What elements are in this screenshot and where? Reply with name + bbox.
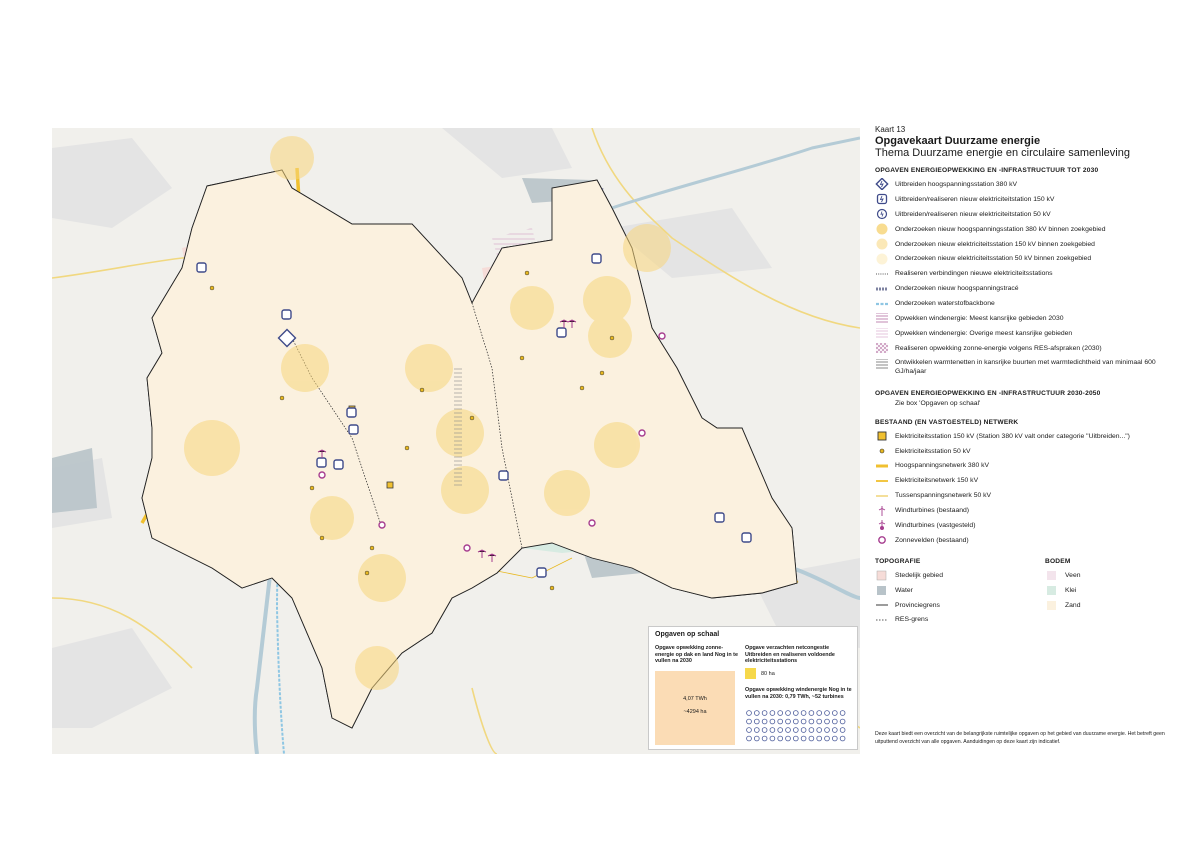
hoogspanningstrace-icon [875,283,889,295]
turbine-dot [793,736,798,741]
legend-item [875,326,1175,341]
turbine-dot [786,736,791,741]
turbine-dot [840,711,845,716]
turbine-dot [747,711,752,716]
turbine-dot [825,719,830,724]
legend-label: Hoogspanningsnetwerk 380 kV [895,462,990,470]
legend-label: Zonnevelden (bestaand) [895,536,969,544]
turbine-dot [747,736,752,741]
stedelijk-swatch [875,569,889,581]
turbine-dot [762,728,767,733]
turbine-dot [809,728,814,733]
legend-label: RES-grens [895,616,929,624]
legend-label: Veen [1065,571,1081,579]
legend-label: Uitbreiden hoogspanningsstation 380 kV [895,180,1018,188]
legend-item [875,503,1175,518]
legend-item [875,251,1175,266]
legend-item [875,518,1175,533]
zand-swatch [1045,599,1059,611]
box-right-label: Opgave verzachten netcongestie Uitbreiden en realiseren voldoende elektriciteitsstations [745,645,835,665]
turbine-dot [809,719,814,724]
veen-swatch [1045,569,1059,581]
legend-item [875,237,1175,252]
section2-note: Zie box 'Opgaven op schaal' [895,399,981,407]
map-subtitle: Thema Duurzame energie en circulaire samenleving [875,147,1130,159]
turbine-dot [832,711,837,716]
station-50-icon [875,208,889,220]
water-swatch [875,584,889,596]
legend-label: Klei [1065,586,1077,594]
warmtenet-icon [875,358,889,370]
legend-item [875,311,1175,326]
legend-item [875,429,1175,444]
station-380-icon [875,178,889,190]
legend [875,125,1175,627]
box-left-label: Opgave opwekking zonne-energie op dak en land Nog in te vullen na 2030 [655,645,738,665]
zonne-energie-area-square [655,671,735,745]
net-50-icon [875,490,889,502]
net-380-icon [875,460,889,472]
legend-label: Water [895,586,913,594]
legend-label: Uitbreiden/realiseren nieuw elektriciteitstation 50 kV [895,210,1051,218]
station-150-icon [875,193,889,205]
turbine-dot [762,736,767,741]
legend-item [875,598,1005,613]
legend-label: Realiseren opwekking zonne-energie volgens RES-afspraken (2030) [895,344,1102,352]
windturbine-icon [875,505,889,517]
legend-item [1045,598,1175,613]
map-title: Opgavekaart Duurzame energie [875,135,1041,147]
warmtenet [454,368,462,488]
turbine-dot [754,711,759,716]
turbine-dot [770,711,775,716]
turbine-dot [754,719,759,724]
legend-label: Opwekken windenergie: Meest kansrijke gebieden 2030 [895,314,1064,322]
box-title: Opgaven op schaal [655,631,720,638]
legend-label: Onderzoeken nieuw elektriciteitsstation 50 kV binnen zoekgebied [895,255,1092,263]
station-150-existing-icon [875,430,889,442]
turbine-dot [786,728,791,733]
footnote: Deze kaart biedt een overzicht van de belangrijkste ruimtelijke opgaven op het gebied van duurzame energie. Het betreft geen uitputtend overzicht van alle opgaven. Aanduidingen op deze kaart zijn indicatief. [875,731,1165,745]
turbine-dot [801,728,806,733]
turbine-dot [817,736,822,741]
legend-item [875,341,1175,356]
turbine-dot [825,728,830,733]
legend-label: Onderzoeken nieuw hoogspanningsstation 380 kV binnen zoekgebied [895,225,1106,233]
wind-kansrijk-icon [875,312,889,324]
zoekgebied-50-icon [875,253,889,265]
section1-heading: OPGAVEN ENERGIEOPWEKKING EN -INFRASTRUCTUUR TOT 2030 [875,167,1099,174]
turbine-dot [840,728,845,733]
turbine-dot [793,728,798,733]
legend-label: Uitbreiden/realiseren nieuw elektriciteitstation 150 kV [895,195,1055,203]
turbine-dot [825,736,830,741]
turbine-dot [809,736,814,741]
legend-label: Ontwikkelen warmtenetten in kansrijke buurten met warmtedichtheid van minimaal 600 GJ/ha/jaar [895,358,1156,375]
legend-label: Onderzoeken nieuw hoogspanningstracé [895,285,1019,293]
legend-item [875,444,1175,459]
turbine-dot [770,719,775,724]
legend-item [1045,568,1175,583]
zoekgebied-150-icon [875,238,889,250]
turbine-dot [817,711,822,716]
legend-item [875,222,1175,237]
legend-item [875,296,1175,311]
turbine-dot [778,719,783,724]
provinciegrens-line [875,599,889,611]
turbine-dot [778,728,783,733]
zonneveld-icon [875,534,889,546]
waterstof-icon [875,298,889,310]
turbine-dot [801,711,806,716]
legend-label: Provinciegrens [895,601,940,609]
map-number: Kaart 13 [875,125,906,134]
zon-res-icon [875,342,889,354]
legend-item [875,488,1175,503]
turbine-dot [840,736,845,741]
legend-item [875,207,1175,222]
legend-item [875,612,1005,627]
zoekgebied-380-icon [875,223,889,235]
turbine-dot [817,728,822,733]
turbine-dot [793,719,798,724]
station-50-existing-icon [875,445,889,457]
turbine-dot [793,711,798,716]
net-150-icon [875,475,889,487]
turbine-dot [801,719,806,724]
turbine-dot [762,711,767,716]
turbine-dot [754,736,759,741]
wind-overig-icon [875,327,889,339]
turbine-dot [809,711,814,716]
legend-label: Realiseren verbindingen nieuwe elektriciteitsstations [895,270,1053,278]
legend-item [875,533,1175,548]
legend-label: Windturbines (vastgesteld) [895,521,976,529]
turbine-dots [745,709,849,745]
topografie-legend [875,558,1005,628]
legend-label: Elektriciteitsnetwerk 150 kV [895,477,979,485]
legend-label: Onderzoeken waterstofbackbone [895,300,995,308]
klei-swatch [1045,584,1059,596]
turbine-dot [832,719,837,724]
legend-label: Onderzoeken nieuw elektriciteitsstation 150 kV binnen zoekgebied [895,240,1095,248]
turbine-dot [825,711,830,716]
bodem-legend [1045,558,1175,628]
verbinding-line-icon [875,268,889,280]
legend-item [875,192,1175,207]
topografie-heading: TOPOGRAFIE [875,557,921,565]
legend-label: Windturbines (bestaand) [895,507,970,515]
box-left-value1: 4,07 TWh [683,696,707,702]
turbine-dot [778,711,783,716]
turbine-dot [747,719,752,724]
turbine-dot [778,736,783,741]
legend-item [875,177,1175,192]
turbine-dot [786,719,791,724]
windturbine-vastgesteld-icon [875,519,889,531]
turbine-dot [762,719,767,724]
box-right-label2: Opgave opwekking windenergie Nog in te vullen na 2030: 0,79 TWh, ~52 turbines [745,687,852,700]
legend-label: Elektriciteitsstation 50 kV [895,447,971,455]
legend-item [875,568,1005,583]
section3-heading: BESTAAND (EN VASTGESTELD) NETWERK [875,418,1019,426]
turbine-dot [747,728,752,733]
box-left-value2: ~4294 ha [683,709,707,715]
turbine-dot [832,728,837,733]
turbine-dot [832,736,837,741]
bodem-heading: BODEM [1045,557,1071,565]
legend-label: Elektriciteitsstation 150 kV (Station 380 kV valt onder categorie "Uitbreiden...") [895,432,1130,440]
turbine-dot [770,736,775,741]
legend-label: Stedelijk gebied [895,571,943,579]
legend-item [875,473,1175,488]
legend-item [875,266,1175,281]
legend-item [1045,583,1175,598]
legend-item [875,358,1175,376]
legend-label: Zand [1065,601,1081,609]
legend-item [875,583,1005,598]
section2-heading: OPGAVEN ENERGIEOPWEKKING EN -INFRASTRUCTUUR 2030-2050 [875,389,1101,397]
netcongestie-square [745,668,756,679]
turbine-dot [817,719,822,724]
turbine-dot [770,728,775,733]
res-grens-line [875,614,889,626]
opgaven-op-schaal-box [648,626,858,750]
legend-label: Tussenspanningsnetwerk 50 kV [895,492,992,500]
legend-item [875,281,1175,296]
turbine-dot [840,719,845,724]
box-right-value: 80 ha [761,671,775,677]
legend-item [875,458,1175,473]
legend-label: Opwekken windenergie: Overige meest kansrijke gebieden [895,329,1073,337]
turbine-dot [754,728,759,733]
turbine-dot [786,711,791,716]
turbine-dot [801,736,806,741]
